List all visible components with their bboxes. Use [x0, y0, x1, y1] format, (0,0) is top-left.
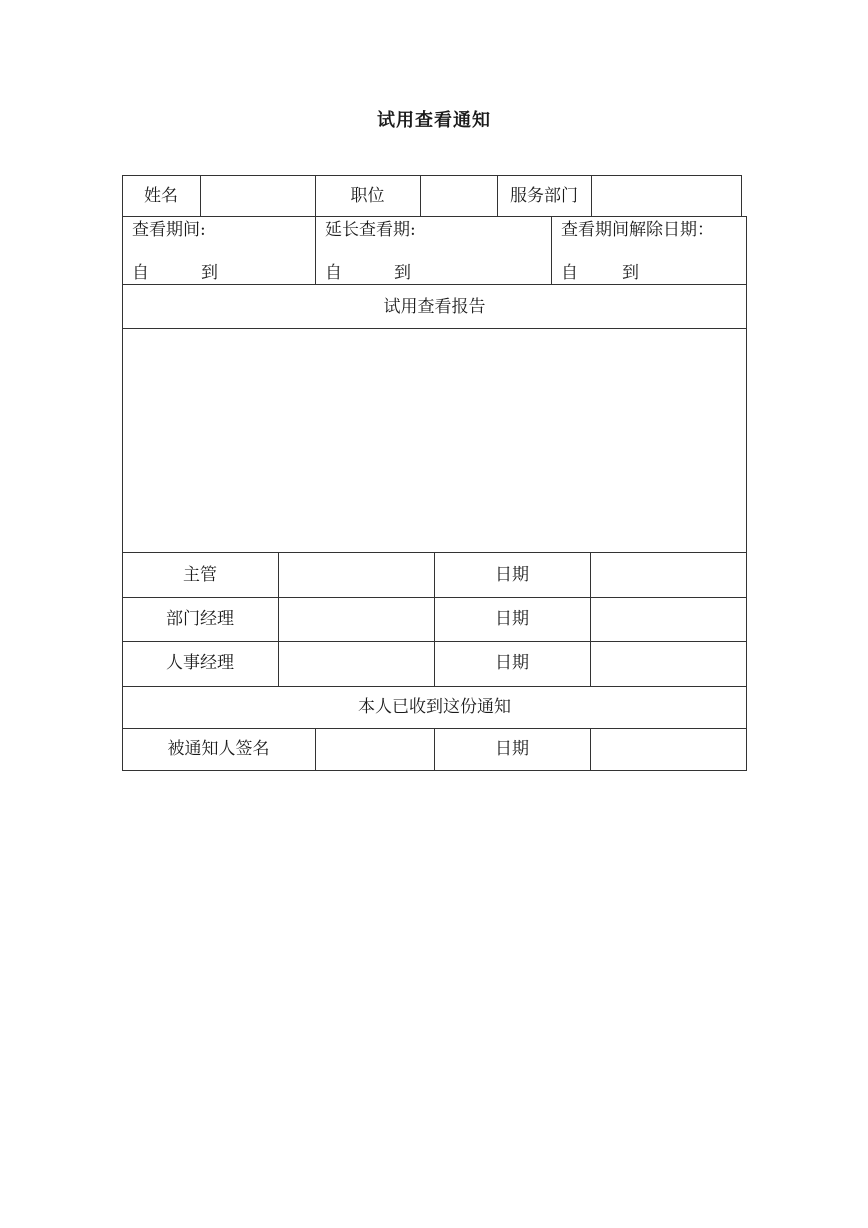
release-date-label: 查看期间解除日期：	[561, 220, 714, 240]
supervisor-date-field[interactable]	[591, 553, 746, 597]
hr-manager-signature-field[interactable]	[279, 642, 434, 686]
review-from-label: 自	[132, 263, 149, 283]
page-title: 试用查看通知	[377, 110, 491, 131]
extension-from-label: 自	[325, 263, 342, 283]
release-to-label: 到	[622, 263, 639, 283]
position-field[interactable]	[421, 176, 496, 216]
dept-manager-date-label: 日期	[495, 609, 529, 629]
recipient-signature-field[interactable]	[316, 729, 434, 770]
supervisor-signature-field[interactable]	[279, 553, 434, 597]
name-field[interactable]	[201, 176, 314, 216]
acknowledgement-text: 本人已收到这份通知	[358, 697, 511, 717]
recipient-signature-label: 被通知人签名	[167, 739, 270, 759]
extension-to-label: 到	[394, 263, 411, 283]
supervisor-date-label: 日期	[495, 565, 529, 585]
dept-manager-signature-field[interactable]	[279, 598, 434, 641]
extension-period-label: 延长查看期:	[325, 220, 416, 240]
recipient-date-field[interactable]	[591, 729, 746, 770]
report-body-field[interactable]	[123, 329, 746, 552]
review-to-label: 到	[201, 263, 218, 283]
dept-manager-label: 部门经理	[166, 609, 234, 629]
department-label: 服务部门	[510, 186, 578, 206]
department-field[interactable]	[592, 176, 740, 216]
dept-manager-date-field[interactable]	[591, 598, 746, 641]
supervisor-label: 主管	[183, 565, 217, 585]
hr-manager-date-field[interactable]	[591, 642, 746, 686]
review-period-label: 查看期间:	[132, 220, 206, 240]
name-label: 姓名	[144, 186, 178, 206]
hr-manager-date-label: 日期	[495, 653, 529, 673]
hr-manager-label: 人事经理	[166, 653, 234, 673]
recipient-date-label: 日期	[495, 739, 529, 759]
release-from-label: 自	[561, 263, 578, 283]
report-heading: 试用查看报告	[383, 297, 486, 317]
position-label: 职位	[350, 186, 385, 206]
